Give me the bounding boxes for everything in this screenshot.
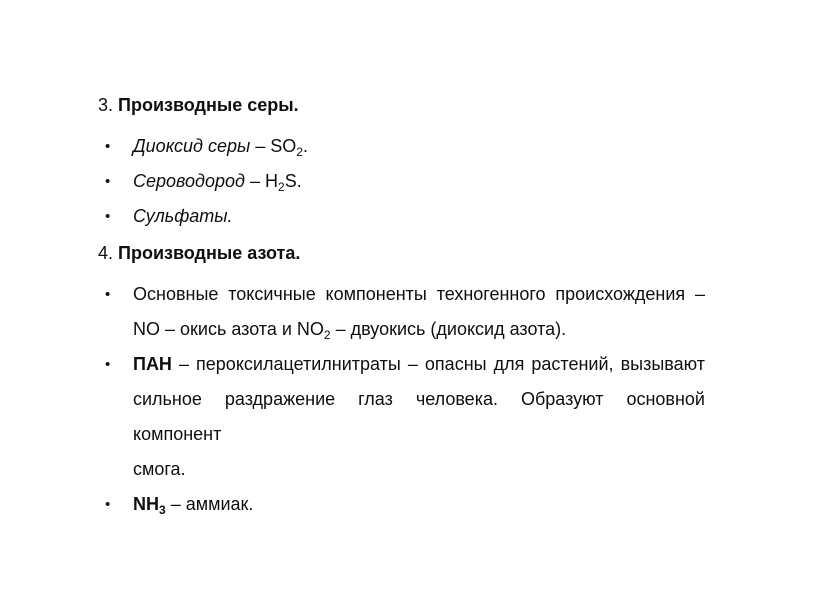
list-item-sulfur-dioxide: [98, 129, 705, 164]
list-item-hydrogen-sulfide: [98, 164, 705, 199]
list-item-line: [133, 129, 705, 164]
item-text: смога.: [133, 459, 186, 479]
list-item-ammonia: [98, 487, 705, 522]
subscript: 2: [278, 180, 285, 194]
list-item-nitrogen-oxides: [98, 277, 705, 347]
list-item-line: [133, 452, 705, 487]
subscript: 3: [159, 503, 166, 517]
item-text-bold: NH: [133, 494, 159, 514]
slide-content: [98, 86, 705, 522]
item-text: .: [302, 136, 308, 156]
list-item-line: [133, 382, 705, 452]
subscript: 2: [323, 328, 331, 342]
item-text: – H: [244, 171, 278, 191]
heading-number: 3.: [98, 95, 114, 115]
item-text: – пероксилацетилнитраты – опасны для растений, вызывают: [171, 354, 705, 374]
list-item-line: [133, 199, 705, 234]
item-text-bold: ПАН: [133, 354, 172, 374]
item-text: сильное раздражение глаз человека. Образуют основной компонент: [133, 389, 705, 444]
bullet-marker: •: [105, 356, 111, 373]
list-item-line: [133, 277, 705, 312]
section-heading-sulfur: [98, 88, 705, 123]
bullet-marker: •: [105, 286, 111, 303]
item-text: – аммиак.: [165, 494, 254, 514]
item-text: NO – окись азота и NO: [133, 319, 324, 339]
list-item-sulfates: [98, 199, 705, 234]
heading-title: Производные азота.: [113, 243, 301, 263]
list-item-line: [133, 164, 705, 199]
item-text: – SO: [250, 136, 297, 156]
item-text: Сероводород: [133, 171, 245, 191]
list-item-line: [133, 487, 705, 522]
item-text: Основные токсичные компоненты техногенного происхождения –: [133, 284, 705, 304]
item-text: Сульфаты.: [133, 206, 233, 226]
section-heading-nitrogen: [98, 236, 705, 271]
heading-title: Производные серы.: [113, 95, 299, 115]
item-text: – двуокись (диоксид азота).: [330, 319, 567, 339]
subscript: 2: [296, 145, 303, 159]
bullet-marker: •: [105, 173, 111, 190]
bullet-marker: •: [105, 496, 111, 513]
item-text: S.: [284, 171, 302, 191]
list-item-line: [133, 312, 705, 347]
list-item-pan: [98, 347, 705, 487]
bullet-marker: •: [105, 138, 111, 155]
list-item-line: [133, 347, 705, 382]
bullet-marker: •: [105, 208, 111, 225]
item-text: Диоксид серы: [133, 136, 251, 156]
heading-number: 4.: [98, 243, 114, 263]
